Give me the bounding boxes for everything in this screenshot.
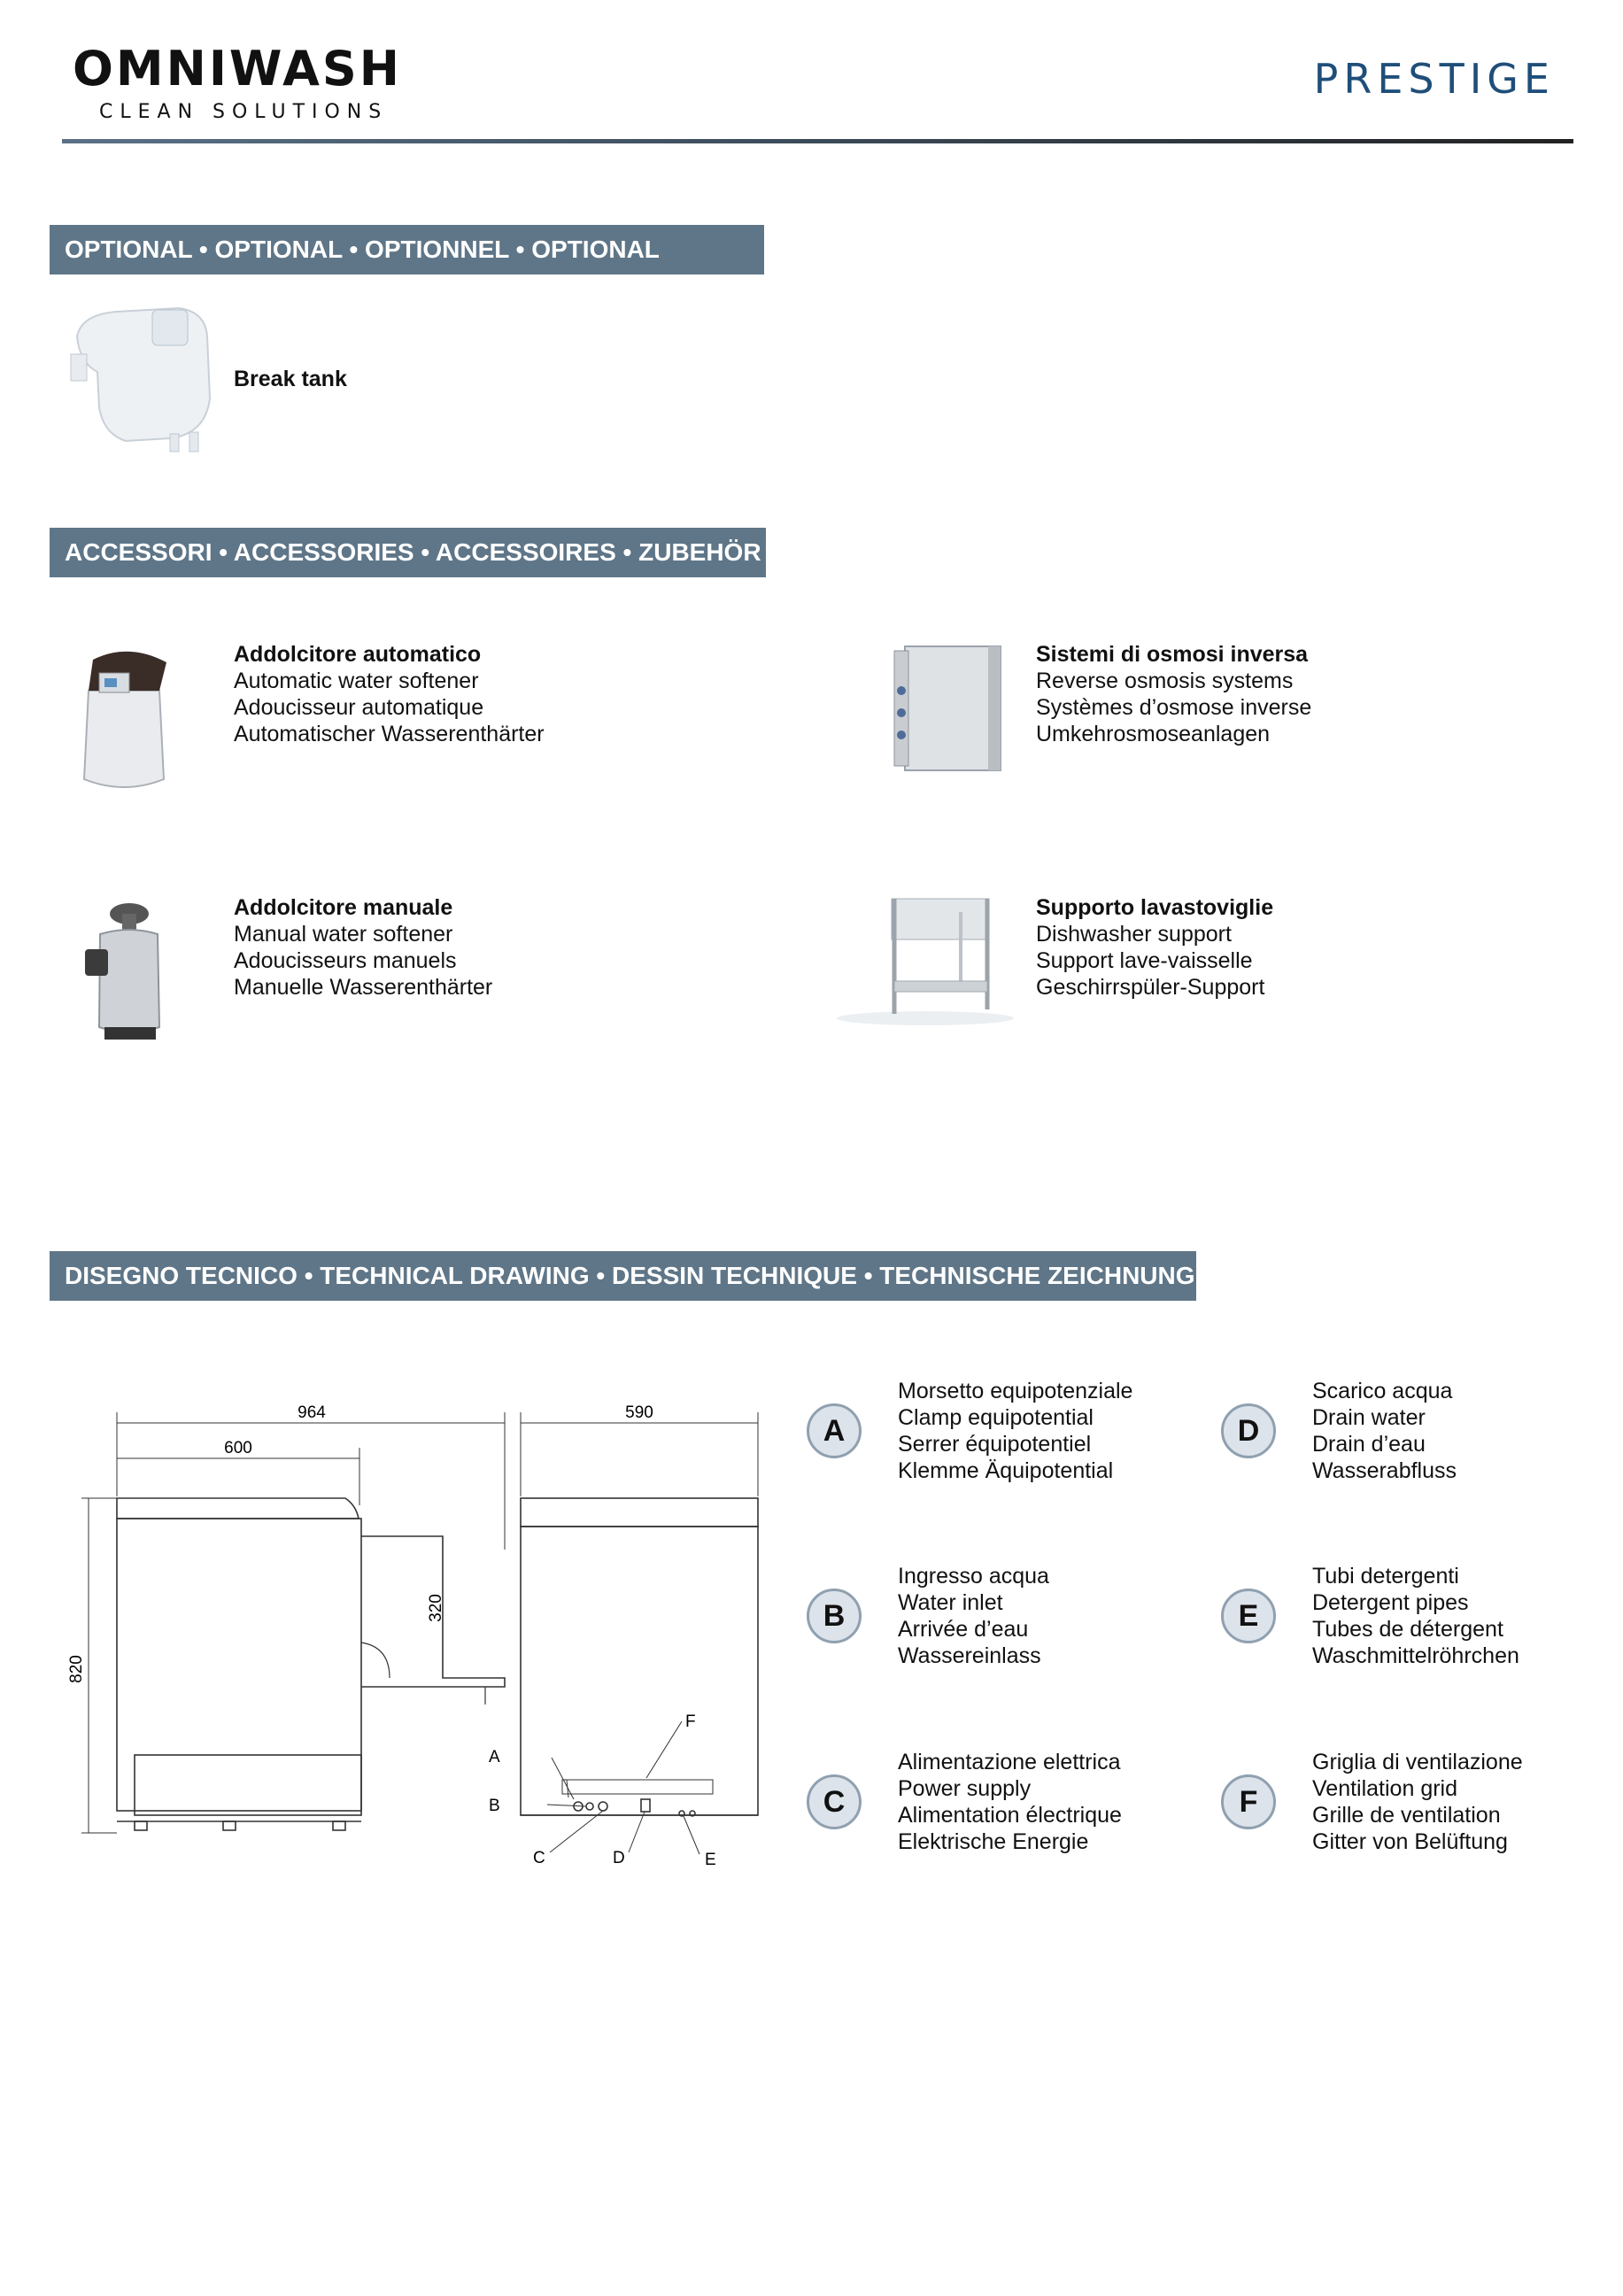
legend-fr: Grille de ventilation — [1312, 1803, 1501, 1828]
legend-en: Detergent pipes — [1312, 1590, 1469, 1615]
legend-it: Scarico acqua — [1312, 1379, 1453, 1403]
series-title: PRESTIGE — [1313, 55, 1555, 103]
osmosis-system-icon — [885, 638, 1018, 779]
legend-it: Tubi detergenti — [1312, 1564, 1459, 1589]
legend-fr: Serrer équipotentiel — [898, 1432, 1092, 1457]
accessory-de: Automatischer Wasserenthärter — [234, 722, 545, 746]
legend-item-a — [898, 1378, 1132, 1484]
legend-item-b — [898, 1563, 1049, 1669]
accessory-en: Reverse osmosis systems — [1036, 669, 1294, 693]
automatic-softener-icon — [71, 638, 177, 797]
accessory-de: Umkehrosmoseanlagen — [1036, 722, 1271, 746]
section-drawing-header: DISEGNO TECNICO • TECHNICAL DRAWING • DESSIN TECHNIQUE • TECHNISCHE ZEICHNUNG — [50, 1251, 1196, 1301]
callout-c: C — [533, 1849, 545, 1867]
legend-item-c — [898, 1749, 1122, 1855]
accessory-osmosis — [1036, 641, 1311, 747]
legend-letter-f: F — [1221, 1774, 1276, 1829]
accessory-title: Addolcitore automatico — [234, 642, 482, 667]
legend-it: Morsetto equipotenziale — [898, 1379, 1133, 1403]
legend-en: Clamp equipotential — [898, 1405, 1094, 1430]
callout-b: B — [489, 1797, 500, 1815]
legend-letter-a: A — [807, 1403, 862, 1458]
dim-depth: 590 — [625, 1403, 653, 1422]
callout-d: D — [613, 1849, 625, 1867]
legend-letter-d: D — [1221, 1403, 1276, 1458]
legend-de: Gitter von Belüftung — [1312, 1829, 1508, 1854]
legend-de: Wasserabfluss — [1312, 1458, 1457, 1483]
dim-width-body: 600 — [224, 1439, 252, 1457]
accessory-fr: Adoucisseurs manuels — [234, 948, 457, 973]
legend-fr: Alimentation électrique — [898, 1803, 1122, 1828]
legend-fr: Drain d’eau — [1312, 1432, 1426, 1457]
section-optional-header: OPTIONAL • OPTIONAL • OPTIONNEL • OPTIONAL — [50, 225, 764, 274]
legend-en: Ventilation grid — [1312, 1776, 1458, 1801]
callout-f: F — [685, 1712, 696, 1731]
callout-e: E — [705, 1851, 716, 1869]
accessory-automatic-softener — [234, 641, 545, 747]
legend-en: Power supply — [898, 1776, 1032, 1801]
dishwasher-stand-icon — [828, 885, 1023, 1027]
manual-softener-icon — [78, 894, 175, 1045]
accessory-en: Automatic water softener — [234, 669, 479, 693]
break-tank-label: Break tank — [234, 367, 347, 391]
legend-de: Klemme Äquipotential — [898, 1458, 1114, 1483]
legend-item-e — [1312, 1563, 1519, 1669]
section-accessories-header: ACCESSORI • ACCESSORIES • ACCESSOIRES • ZUBEHÖR — [50, 528, 766, 577]
break-tank-icon — [64, 301, 219, 456]
legend-letter-b: B — [807, 1589, 862, 1643]
accessory-en: Manual water softener — [234, 922, 453, 947]
legend-it: Griglia di ventilazione — [1312, 1750, 1523, 1774]
accessory-en: Dishwasher support — [1036, 922, 1232, 947]
legend-fr: Arrivée d’eau — [898, 1617, 1029, 1642]
legend-en: Water inlet — [898, 1590, 1003, 1615]
accessory-manual-softener — [234, 894, 492, 1001]
legend-de: Wassereinlass — [898, 1643, 1041, 1668]
legend-item-f — [1312, 1749, 1523, 1855]
brand-logo — [73, 41, 402, 123]
brand-name: OMNIWASH — [73, 41, 402, 97]
accessory-dishwasher-support — [1036, 894, 1273, 1001]
legend-de: Elektrische Energie — [898, 1829, 1089, 1854]
legend-item-d — [1312, 1378, 1457, 1484]
legend-fr: Tubes de détergent — [1312, 1617, 1503, 1642]
legend-it: Alimentazione elettrica — [898, 1750, 1121, 1774]
accessory-fr: Adoucisseur automatique — [234, 695, 484, 720]
callout-a: A — [489, 1748, 500, 1766]
accessory-fr: Systèmes d’osmose inverse — [1036, 695, 1312, 720]
rear-view — [521, 1412, 758, 1854]
accessory-title: Addolcitore manuale — [234, 895, 453, 920]
legend-letter-c: C — [807, 1774, 862, 1829]
dim-open-height: 320 — [427, 1594, 445, 1622]
header-divider — [62, 139, 1573, 143]
legend-de: Waschmittelröhrchen — [1312, 1643, 1519, 1668]
dim-width-total: 964 — [298, 1403, 326, 1422]
legend-letter-e: E — [1221, 1589, 1276, 1643]
legend-it: Ingresso acqua — [898, 1564, 1049, 1589]
accessory-de: Manuelle Wasserenthärter — [234, 975, 493, 1000]
accessory-fr: Support lave-vaisselle — [1036, 948, 1253, 973]
accessory-de: Geschirrspüler-Support — [1036, 975, 1265, 1000]
accessory-title: Supporto lavastoviglie — [1036, 895, 1274, 920]
legend-en: Drain water — [1312, 1405, 1426, 1430]
dim-height: 820 — [67, 1655, 86, 1683]
accessory-title: Sistemi di osmosi inversa — [1036, 642, 1309, 667]
brand-tagline: CLEAN SOLUTIONS — [99, 101, 389, 123]
technical-drawing — [62, 1390, 788, 1877]
